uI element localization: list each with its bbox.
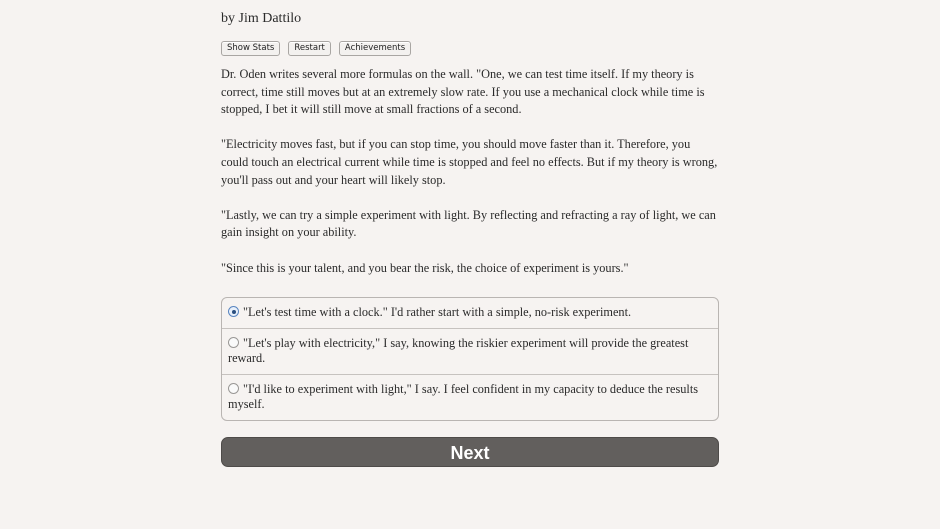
choice-label: "I'd like to experiment with light," I say. I feel confident in my capacity to deduce the results myself. xyxy=(228,382,699,411)
choice-option-electricity[interactable] xyxy=(222,328,718,374)
choice-label: "Let's play with electricity," I say, knowing the riskier experiment will provide the greatest reward. xyxy=(228,336,689,365)
radio-icon[interactable] xyxy=(228,383,239,394)
story-text xyxy=(221,66,719,295)
restart-button[interactable]: Restart xyxy=(288,41,331,56)
choice-option-clock[interactable] xyxy=(222,298,718,328)
achievements-button[interactable]: Achievements xyxy=(339,41,411,56)
toolbar xyxy=(221,41,411,56)
story-paragraph: "Lastly, we can try a simple experiment with light. By reflecting and refracting a ray of light, we can gain insight on your ability. xyxy=(221,207,716,240)
choice-label: "Let's test time with a clock." I'd rather start with a simple, no-risk experiment. xyxy=(243,305,632,319)
story-paragraph: "Electricity moves fast, but if you can stop time, you should move faster than it. Therefore, you could touch an electrical current while time is stopped and feel no effects. But if my theory is wrong, you'll pass out and your heart will likely stop. xyxy=(221,137,718,187)
choice-list xyxy=(221,297,719,421)
radio-selected-icon[interactable] xyxy=(228,306,239,317)
story-paragraph: "Since this is your talent, and you bear the risk, the choice of experiment is yours." xyxy=(221,260,629,275)
radio-icon[interactable] xyxy=(228,337,239,348)
next-button[interactable]: Next xyxy=(221,437,719,467)
show-stats-button[interactable]: Show Stats xyxy=(221,41,280,56)
story-paragraph: Dr. Oden writes several more formulas on the wall. "One, we can test time itself. If my theory is correct, time still moves but at an extremely slow rate. If you use a mechanical clock while time is stopped, I bet it will still move at small fractions of a second. xyxy=(221,67,705,117)
author-line: by Jim Dattilo xyxy=(221,11,302,26)
choice-option-light[interactable] xyxy=(222,374,718,420)
